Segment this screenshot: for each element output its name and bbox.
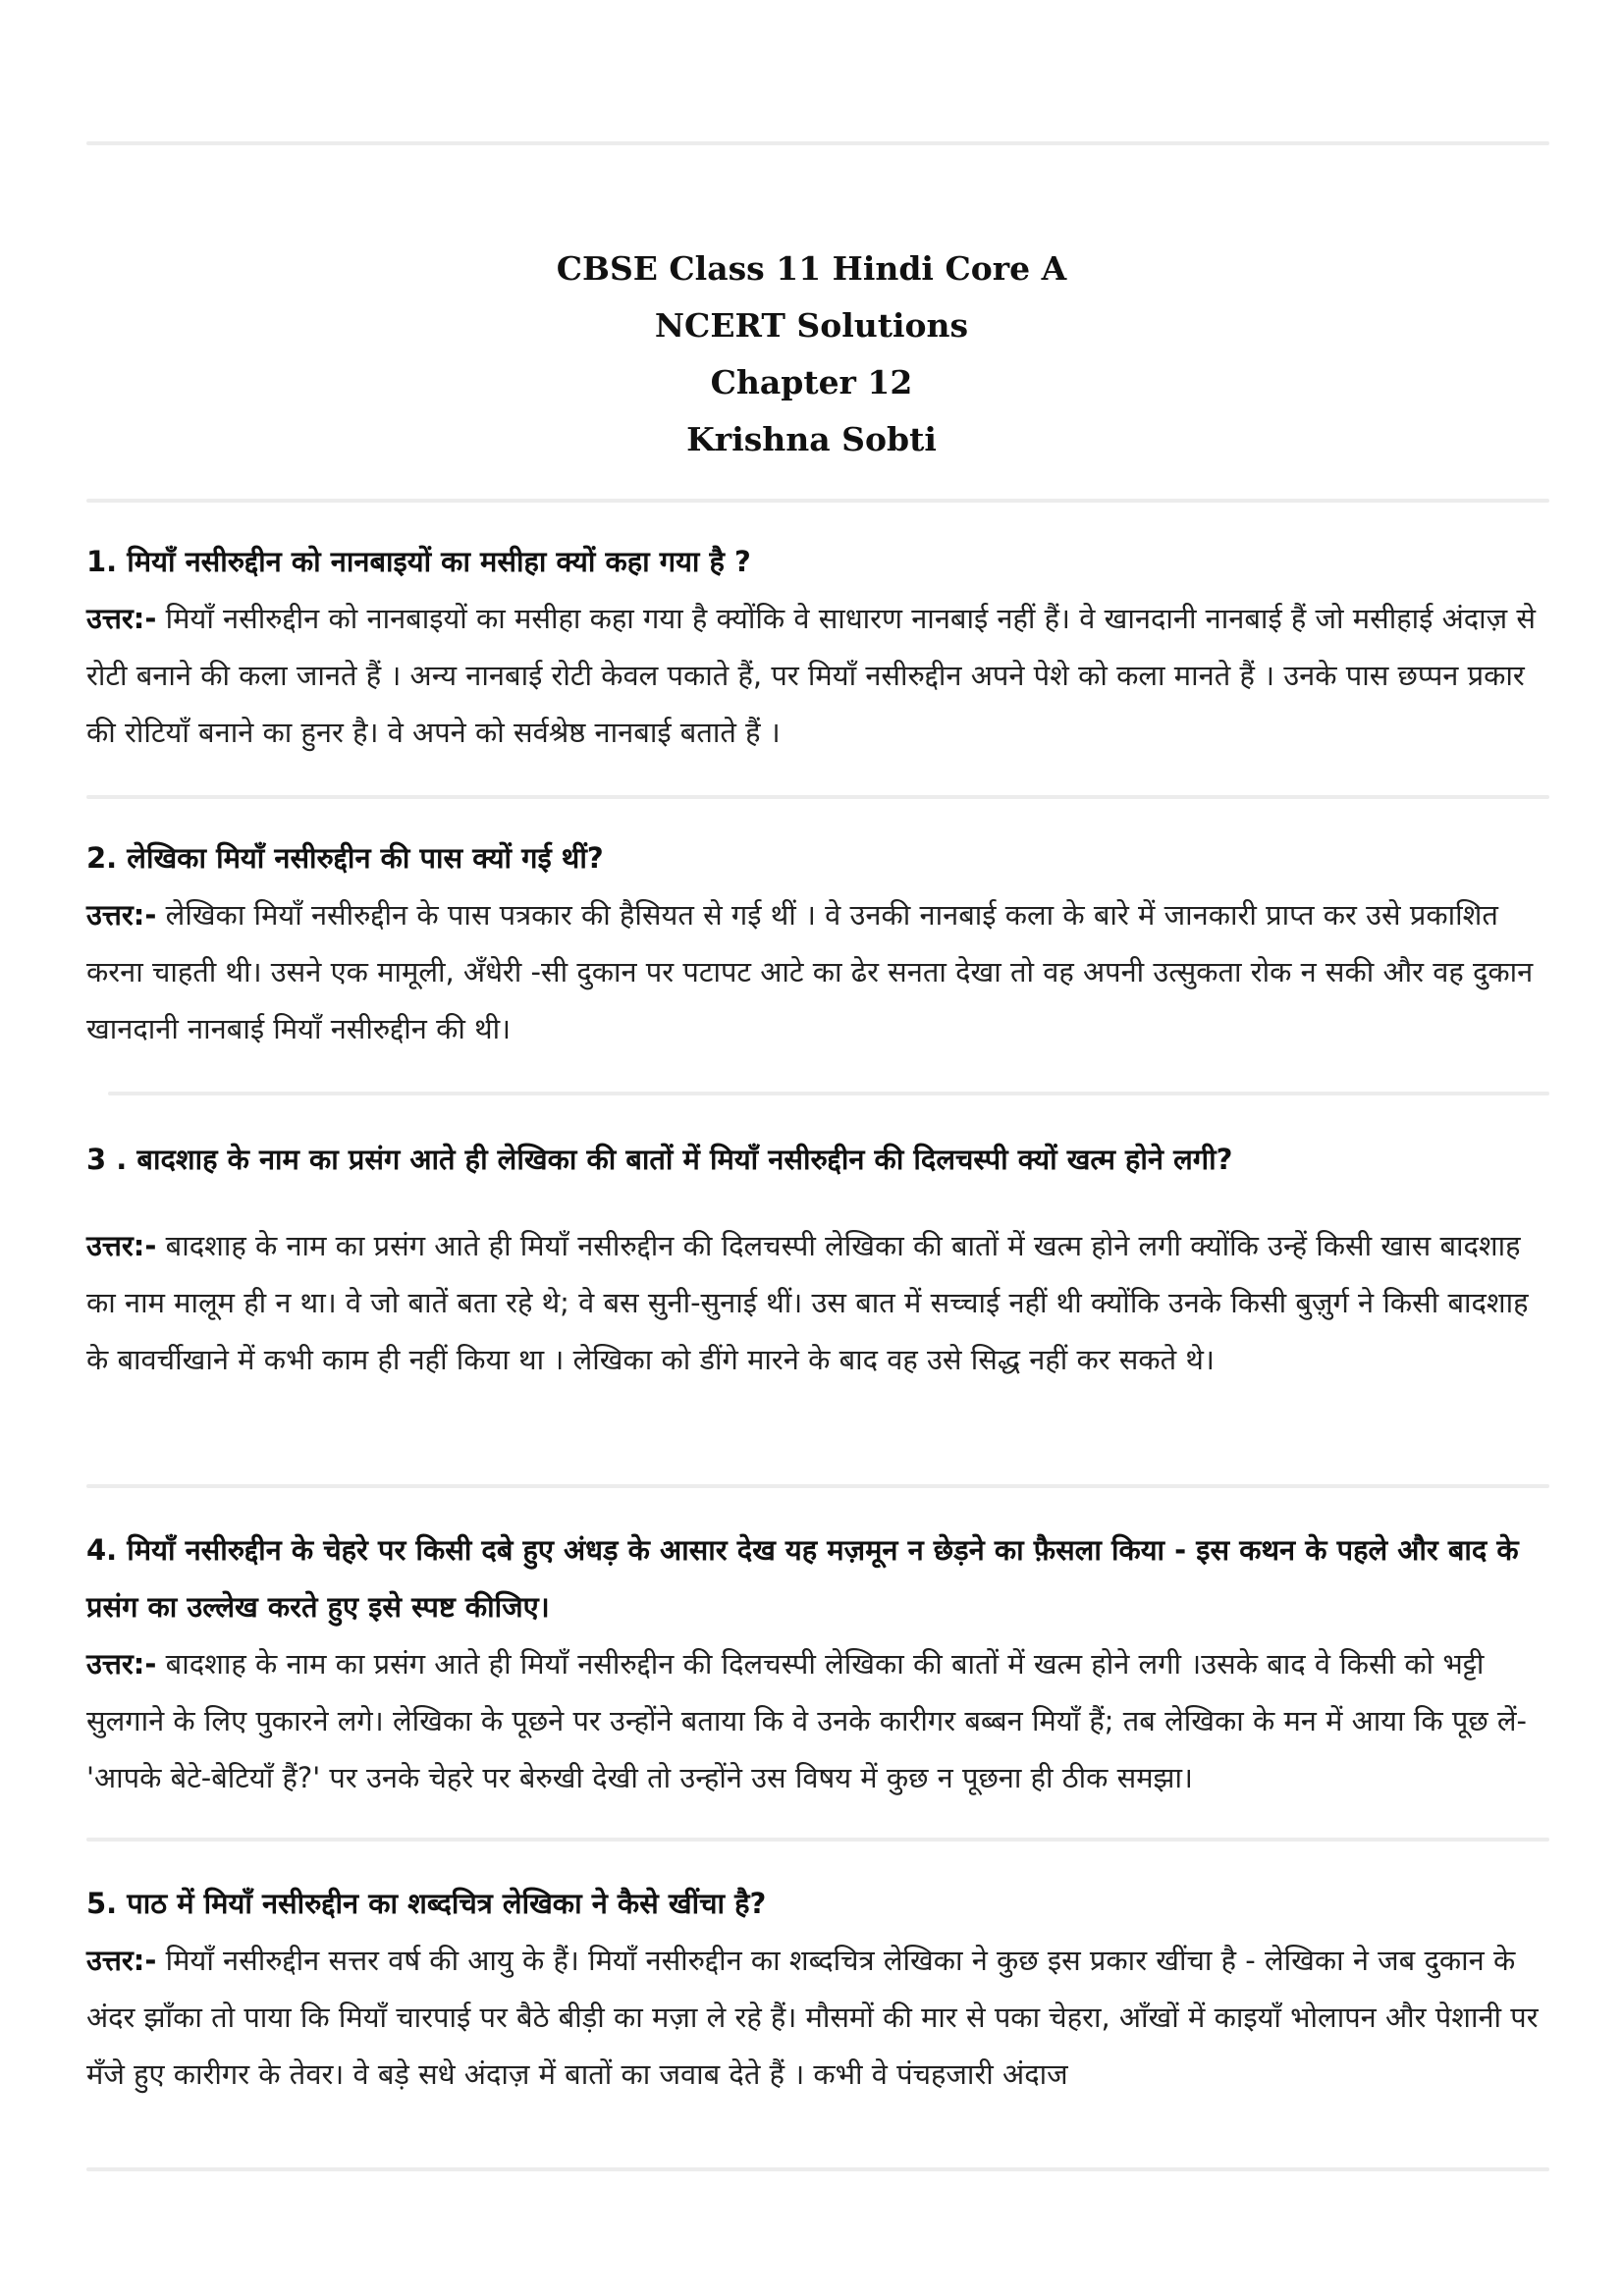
answer-label: उत्तर:- bbox=[86, 1647, 157, 1681]
top-divider bbox=[86, 141, 1549, 145]
answer-label: उत्तर:- bbox=[86, 1944, 157, 1977]
answer-label: उत्तर:- bbox=[86, 898, 157, 932]
header-course: CBSE Class 11 Hindi Core A bbox=[556, 249, 1067, 288]
header-author: Krishna Sobti bbox=[686, 420, 937, 458]
header-subtitle: NCERT Solutions bbox=[654, 306, 969, 345]
qa-item-1 bbox=[86, 533, 1549, 761]
question-5: 5. पाठ में मियाँ नसीरुद्दीन का शब्दचित्र लेखिका ने कैसे खींचा है? bbox=[86, 1887, 767, 1920]
qa-item-2 bbox=[86, 829, 1549, 1057]
qa-item-5 bbox=[86, 1875, 1549, 2103]
qa-item-3 bbox=[86, 1131, 1549, 1388]
question-1: 1. मियाँ नसीरुद्दीन को नानबाइयों का मसीहा क्यों कहा गया है ? bbox=[86, 545, 751, 578]
answer-label: उत्तर:- bbox=[86, 1229, 157, 1262]
question-4: 4. मियाँ नसीरुद्दीन के चेहरे पर किसी दबे हुए अंधड़ के आसार देख यह मज़मून न छेड़ने का फ़ैसला किया - इस कथन के पहले और बाद के प्रसंग का उल्लेख करते हुए इसे स्पष्ट कीजिए। bbox=[86, 1533, 1519, 1624]
answer-4 bbox=[86, 1635, 1549, 1806]
header-chapter: Chapter 12 bbox=[710, 363, 913, 401]
answer-text: लेखिका मियाँ नसीरुद्दीन के पास पत्रकार की हैसियत से गई थीं । वे उनकी नानबाई कला के बारे में जानकारी प्राप्त कर उसे प्रकाशित करना चाहती थी। उसने एक मामूली, अँधेरी -सी दुकान पर पटापट आटे का ढेर सनता देखा तो वह अपनी उत्सुकता रोक न सकी और वह दुकान खानदानी नानबाई मियाँ नसीरुद्दीन की थी। bbox=[86, 898, 1534, 1045]
question-2: 2. लेखिका मियाँ नसीरुद्दीन की पास क्यों गई थीं? bbox=[86, 841, 604, 875]
question-3: 3 . बादशाह के नाम का प्रसंग आते ही लेखिका की बातों में मियाँ नसीरुद्दीन की दिलचस्पी क्यों खत्म होने लगी? bbox=[86, 1143, 1233, 1176]
divider-1 bbox=[86, 499, 1549, 503]
answer-2 bbox=[86, 886, 1549, 1057]
answer-3 bbox=[86, 1217, 1549, 1388]
answer-text: मियाँ नसीरुद्दीन को नानबाइयों का मसीहा कहा गया है क्योंकि वे साधारण नानबाई नहीं हैं। वे खानदानी नानबाई हैं जो मसीहाई अंदाज़ से रोटी बनाने की कला जानते हैं । अन्य नानबाई रोटी केवल पकाते हैं, पर मियाँ नसीरुद्दीन अपने पेशे को कला मानते हैं । उनके पास छप्पन प्रकार की रोटियाँ बनाने का हुनर है। वे अपने को सर्वश्रेष्ठ नानबाई बताते हैं । bbox=[86, 602, 1536, 749]
document-header bbox=[0, 240, 1623, 468]
answer-text: मियाँ नसीरुद्दीन सत्तर वर्ष की आयु के हैं। मियाँ नसीरुद्दीन का शब्दचित्र लेखिका ने कुछ इस प्रकार खींचा है - लेखिका ने जब दुकान के अंदर झाँका तो पाया कि मियाँ चारपाई पर बैठे बीड़ी का मज़ा ले रहे हैं। मौसमों की मार से पका चेहरा, आँखों में काइयाँ भोलापन और पेशानी पर मँजे हुए कारीगर के तेवर। वे बड़े सधे अंदाज़ में बातों का जवाब देते हैं । कभी वे पंचहजारी अंदाज bbox=[86, 1944, 1539, 2091]
divider-5 bbox=[86, 1838, 1549, 1842]
qa-item-4 bbox=[86, 1522, 1549, 1806]
answer-1 bbox=[86, 590, 1549, 761]
divider-4 bbox=[86, 1484, 1549, 1488]
answer-text: बादशाह के नाम का प्रसंग आते ही मियाँ नसीरुद्दीन की दिलचस्पी लेखिका की बातों में खत्म होने लगी ।उसके बाद वे किसी को भट्टी सुलगाने के लिए पुकारने लगे। लेखिका के पूछने पर उन्होंने बताया कि वे उनके कारीगर बब्बन मियाँ हैं; तब लेखिका के मन में आया कि पूछ लें-'आपके बेटे-बेटियाँ हैं?' पर उनके चेहरे पर बेरुखी देखी तो उन्होंने उस विषय में कुछ न पूछना ही ठीक समझा। bbox=[86, 1647, 1528, 1794]
divider-3 bbox=[108, 1092, 1549, 1095]
bottom-divider bbox=[86, 2167, 1549, 2171]
divider-2 bbox=[86, 795, 1549, 799]
answer-text: बादशाह के नाम का प्रसंग आते ही मियाँ नसीरुद्दीन की दिलचस्पी लेखिका की बातों में खत्म होने लगी क्योंकि उन्हें किसी खास बादशाह का नाम मालूम ही न था। वे जो बातें बता रहे थे; वे बस सुनी-सुनाई थीं। उस बात में सच्चाई नहीं थी क्योंकि उनके किसी बुज़ुर्ग ने किसी बादशाह के बावर्चीखाने में कभी काम ही नहीं किया था । लेखिका को डींगे मारने के बाद वह उसे सिद्ध नहीं कर सकते थे। bbox=[86, 1229, 1529, 1376]
answer-5 bbox=[86, 1932, 1549, 2103]
answer-label: उत्तर:- bbox=[86, 602, 157, 635]
